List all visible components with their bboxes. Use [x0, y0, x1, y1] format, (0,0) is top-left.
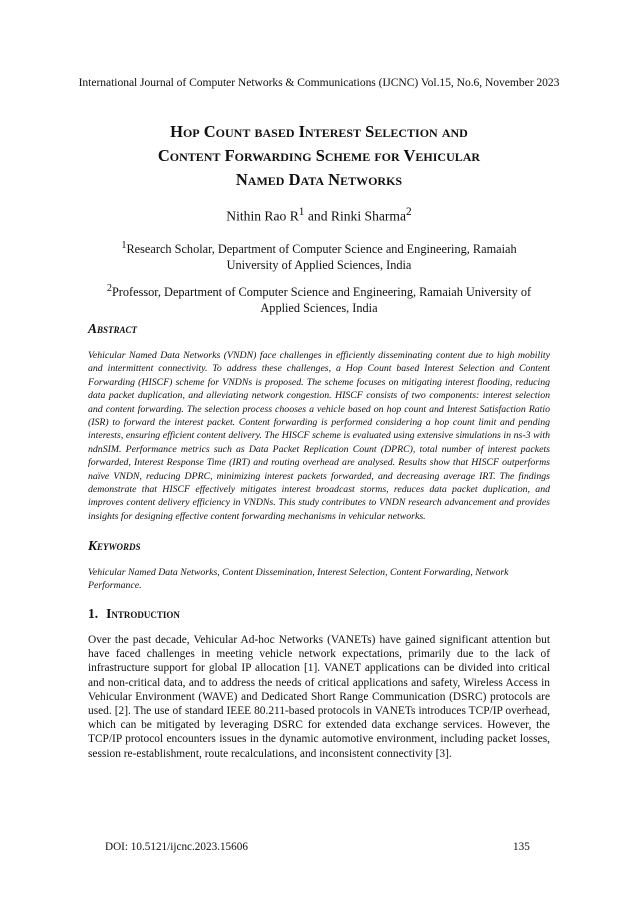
- abstract-body: Vehicular Named Data Networks (VNDN) face challenges in efficiently disseminating content due to high mobility and intermittent connectivity. To address these challenges, a Hop Count based Interest Selection and Content Forwarding (HISCF) scheme for VNDNs is proposed. The scheme focuses on mitigating interest flooding, reducing data packet duplication, and alleviating network congestion. HISCF consists of two components: interest selection and content forwarding. The selection process chooses a vehicle based on hop count and Interest Satisfaction Ratio (ISR) to forward the interest packet. Content forwarding is performed considering a hop count limit and pending interests, ensuring efficient content delivery. The HISCF scheme is evaluated using extensive simulations in ns-3 with ndnSIM. Performance metrics such as Data Packet Replication Count (DPRC), total number of interest packets forwarded, Interest Response Time (IRT) and routing overhead are analysed. Results show that HISCF outperforms naïve VNDN, reducing DPRC, minimizing interest packets forwarded, and decreasing average IRT. The findings demonstrate that HISCF effectively mitigates interest broadcast storms, reduces data packet duplication, and improves content delivery efficiency in VNDNs. This study contributes to VNDN research advancement and provides insights for designing effective content forwarding mechanisms in vehicular networks.: [88, 350, 550, 522]
- introduction-heading: [88, 606, 180, 622]
- paper-title: [60, 120, 578, 192]
- affiliation-2: [92, 281, 546, 316]
- author-2-name: Rinki Sharma: [330, 208, 407, 224]
- title-line-3: Named Data Networks: [235, 170, 403, 189]
- affiliation-2-sup: 2: [106, 283, 112, 294]
- author-1-sup: 1: [298, 206, 305, 218]
- affiliation-2-text: Professor, Department of Computer Science and Engineering, Ramaiah University of Applied Sciences, India: [111, 285, 532, 316]
- title-line-1: Hop Count based Interest Selection and: [170, 122, 468, 141]
- author-connector: and: [304, 208, 331, 224]
- author-2-sup: 2: [406, 206, 412, 218]
- author-line: [0, 206, 638, 225]
- affiliation-1: [100, 238, 538, 273]
- page-number: 135: [513, 841, 530, 853]
- affiliation-1-text: Research Scholar, Department of Computer Science and Engineering, Ramaiah University of Applied Sciences, India: [126, 242, 517, 273]
- keywords-body: Vehicular Named Data Networks, Content Dissemination, Interest Selection, Content Forwarding, Network Performance.: [88, 567, 509, 592]
- affiliation-1-sup: 1: [121, 240, 127, 251]
- keywords-heading: Keywords: [88, 538, 141, 553]
- abstract-heading: Abstract: [88, 321, 138, 336]
- author-1-name: Nithin Rao R: [226, 208, 299, 224]
- introduction-body: Over the past decade, Vehicular Ad-hoc Networks (VANETs) have gained significant attention but have faced challenges in meeting vehicle network expectations, primarily due to the lack of infrastructure support for global IP allocation [1]. VANET applications can be divided into critical and non-critical data, and to address the needs of critical applications and safety, Wireless Access in Vehicular Environment (WAVE) and Dedicated Short Range Communication (DSRC) protocols are used. [2]. The use of standard IEEE 80.211-based protocols in VANETs introduces TCP/IP overhead, which can be mitigated by leveraging DSRC for extended data exchange services. However, the TCP/IP protocol encounters issues in the dynamic automotive environment, including packet losses, session re-establishment, route recalculations, and inconsistent connectivity [3].: [88, 634, 550, 760]
- journal-header: International Journal of Computer Networks & Communications (IJCNC) Vol.15, No.6, November 2023: [78, 76, 560, 89]
- footer-doi: DOI: 10.5121/ijcnc.2023.15606: [105, 841, 248, 853]
- section-number: 1.: [88, 606, 99, 621]
- title-line-2: Content Forwarding Scheme for Vehicular: [157, 146, 481, 165]
- section-title: Introduction: [106, 606, 180, 621]
